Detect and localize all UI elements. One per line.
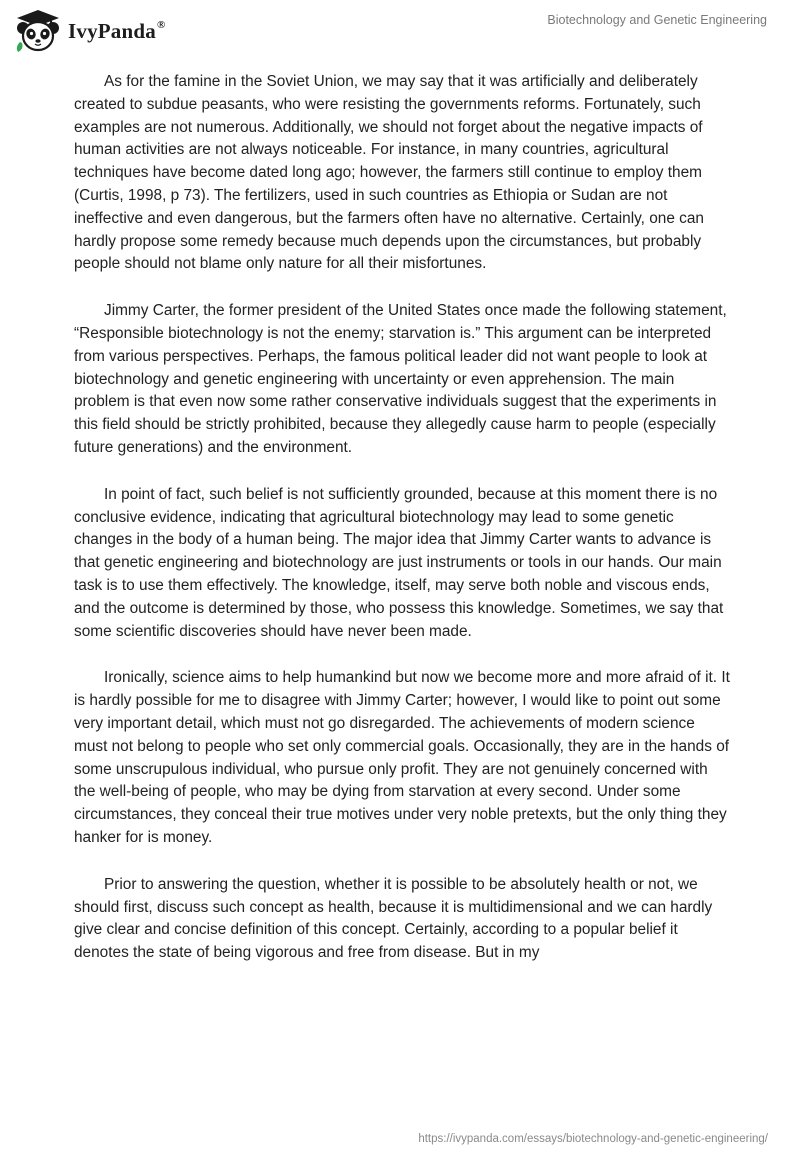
paragraph: As for the famine in the Soviet Union, we may say that it was artificially and deliberately created to subdue peasants, who were resisting the governments reforms. Fortunately, such examples are not numerous. Additionally, we should not forget about the negative impacts of human activities are not always noticeable. For instance, in many countries, agricultural techniques have become dated long ago; however, the farmers still continue to employ them (Curtis, 1998, p 73). The fertilizers, used in such countries as Ethiopia or Sudan are not ineffective and even dangerous, but the farmers often have no alternative. Certainly, one can hardly propose some remedy because much depends upon the circumstances, but probably people should not blame only nature for all their misfortunes. [74, 73, 704, 273]
logo[interactable] [14, 9, 165, 53]
paragraph: Ironically, science aims to help humankind but now we become more and more afraid of it. It is hardly possible for me to disagree with Jimmy Carter; however, I would like to point out some very important detail, which must not go disregarded. The achievements of modern science must not belong to people who set only commercial goals. Occasionally, they are in the hands of some unscrupulous individual, who pursue only profit. They are not genuinely concerned with the well-being of people, who may be dying from starvation at every second. Under some circumstances, they conceal their true motives under very noble pretexts, but the only thing they hanker for is money. [74, 669, 730, 846]
paragraph: Jimmy Carter, the former president of the United States once made the following statement, “Responsible biotechnology is not the enemy; starvation is.” This argument can be interpreted from various perspectives. Perhaps, the famous political leader did not want people to look at biotechnology and genetic engineering with uncertainty or even apprehension. The main problem is that even now some rather conservative individuals suggest that the experiments in this field should be strictly prohibited, because they allegedly cause harm to people (especially future generations) and the environment. [74, 302, 727, 456]
paragraph: In point of fact, such belief is not sufficiently grounded, because at this moment there is no conclusive evidence, indicating that agricultural biotechnology may lead to some genetic changes in the body of a human being. The major idea that Jimmy Carter wants to advance is that genetic engineering and biotechnology are just instruments or tools in our hands. Our main task is to use them effectively. The knowledge, itself, may serve both noble and viscous ends, and the outcome is determined by those, who possess this knowledge. Sometimes, we say that some scientific discoveries should have never been made. [74, 485, 724, 640]
logo-text: IvyPanda® [68, 18, 166, 43]
paragraph: Prior to answering the question, whether it is possible to be absolutely health or not, we should first, discuss such concept as health, because it is multidimensional and we can hardly give clear and concise definition of this concept. Certainly, according to a popular belief it denotes the state of being vigorous and free from disease. But in my [74, 875, 713, 962]
source-url[interactable]: https://ivypanda.com/essays/biotechnology-and-genetic-engineering/ [418, 1133, 768, 1145]
page-header [0, 0, 800, 60]
panda-graduation-cap-icon [14, 9, 62, 53]
essay-body [74, 71, 730, 989]
document-title: Biotechnology and Genetic Engineering [547, 13, 767, 27]
